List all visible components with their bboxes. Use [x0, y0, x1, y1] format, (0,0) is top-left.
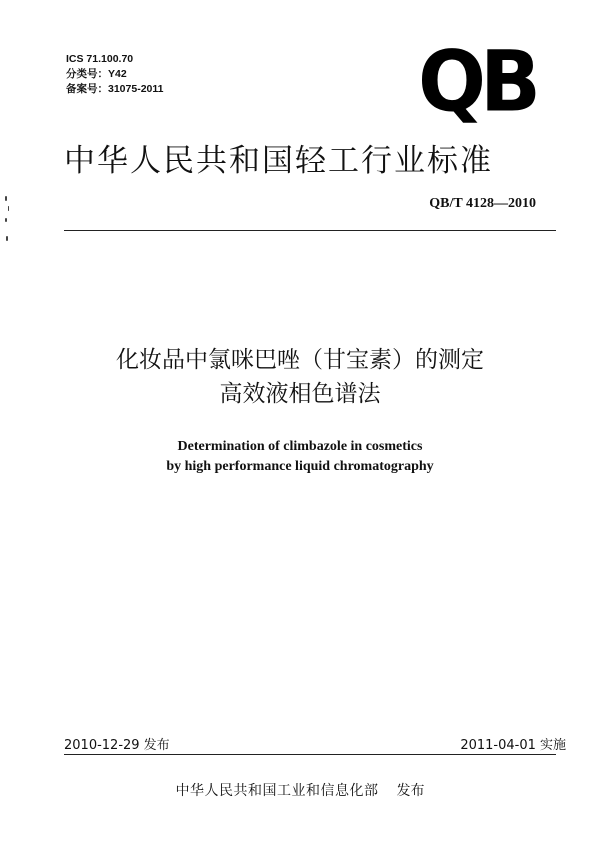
english-title	[0, 437, 600, 477]
qb-logo: QB	[418, 32, 535, 131]
scan-speck	[6, 236, 8, 241]
chinese-title	[0, 343, 600, 411]
record-number: 备案号：31075-2011	[66, 83, 164, 95]
industry-standard-title: 中华人民共和国轻工行业标准	[64, 143, 493, 179]
standard-number: QB/T 4128—2010	[429, 196, 536, 211]
issue-date: 2010-12-29 发布	[64, 738, 170, 753]
footer-divider	[64, 754, 556, 755]
publisher-line	[0, 780, 600, 800]
scan-speck	[5, 218, 7, 222]
classification-number: 分类号：Y42	[66, 68, 127, 80]
implementation-date: 2011-04-01 实施	[460, 738, 566, 753]
ics-code: ICS 71.100.70	[66, 53, 134, 65]
cover-metadata	[66, 52, 163, 97]
scan-speck	[5, 196, 7, 201]
english-title-line-1: Determination of climbazole in cosmetics	[177, 439, 423, 454]
header-divider	[64, 230, 556, 231]
publisher-name: 中华人民共和国工业和信息化部	[175, 783, 379, 799]
publish-label: 发布	[396, 783, 425, 799]
scan-speck	[8, 206, 9, 211]
chinese-title-line-2: 高效液相色谱法	[219, 381, 381, 407]
chinese-title-line-1: 化妆品中氯咪巴唑（甘宝素）的测定	[116, 347, 484, 373]
english-title-line-2: by high performance liquid chromatography	[166, 459, 434, 474]
